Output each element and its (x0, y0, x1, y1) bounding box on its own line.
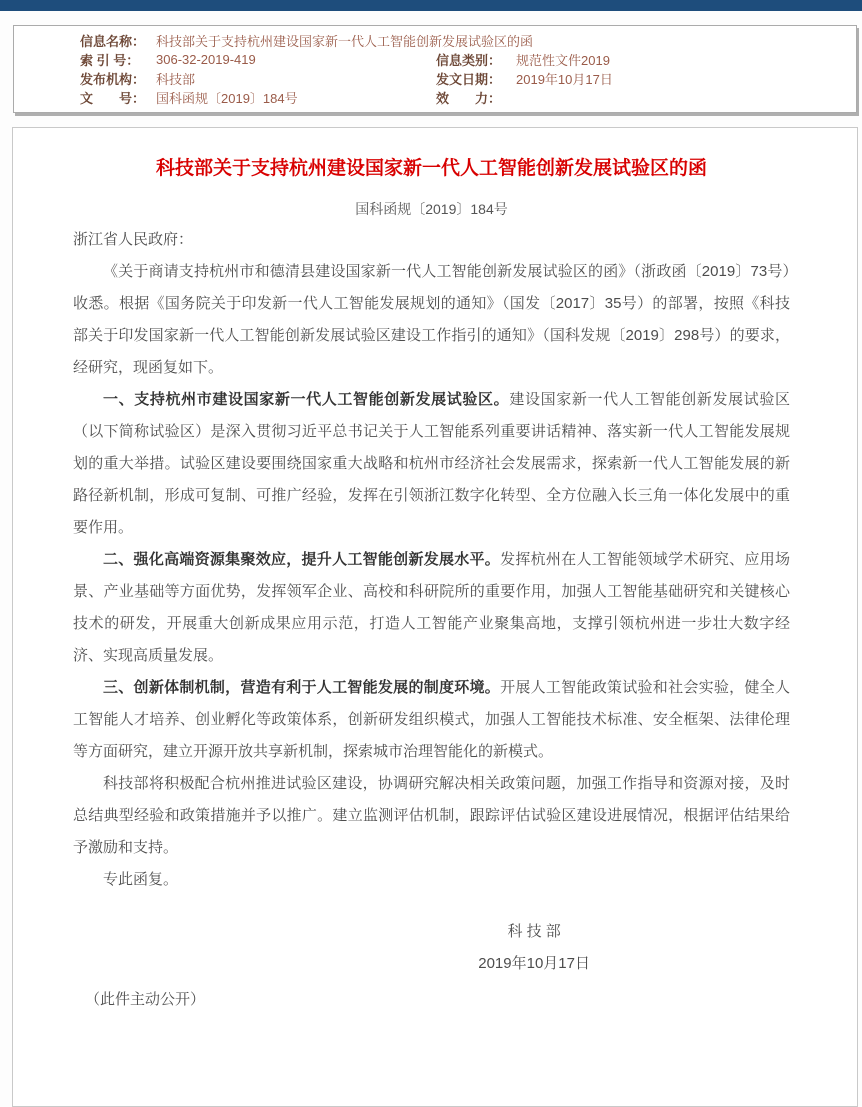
document-number: 国科函规〔2019〕184号 (355, 201, 508, 217)
meta-value-agency: 科技部 (156, 72, 196, 87)
paragraph-text: 《关于商请支持杭州市和德清县建设国家新一代人工智能创新发展试验区的函》（浙政函〔2019〕73号）收悉。根据《国务院关于印发新一代人工智能发展规划的通知》（国发〔2017〕35号）的部署，按照《科技部关于印发国家新一代人工智能创新发展试验区建设工作指引的通知》（国科发规〔2019〕298号）的要求，经研究，现函复如下。 (73, 263, 790, 376)
meta-label-category: 信息类别： (436, 53, 502, 68)
meta-value-name: 科技部关于支持杭州建设国家新一代人工智能创新发展试验区的函 (156, 34, 534, 49)
meta-row-agency (80, 69, 846, 88)
meta-value-effect (516, 88, 846, 107)
document-meta-panel (13, 25, 857, 113)
signature-date: 2019年10月17日 (478, 955, 590, 972)
meta-label-name: 信息名称： (80, 34, 146, 49)
disclosure-footnote: （此件主动公开） (85, 991, 206, 1008)
paragraph-section-1 (73, 384, 790, 544)
paragraph-text: 发挥杭州在人工智能领域学术研究、应用场景、产业基础等方面优势，发挥领军企业、高校和科研院所的重要作用，加强人工智能基础研究和关键核心技术的研发，开展重大创新成果应用示范，打造人工智能产业聚集高地，支撑引领杭州进一步壮大数字经济、实现高质量发展。 (73, 551, 790, 664)
meta-label-issue-date: 发文日期： (436, 72, 502, 87)
paragraph-section-3 (73, 672, 790, 768)
document-body-panel (12, 127, 858, 1107)
document-title: 科技部关于支持杭州建设国家新一代人工智能创新发展试验区的函 (155, 158, 707, 179)
signature-block (478, 916, 590, 980)
paragraph-lead: 三、创新体制机制，营造有利于人工智能发展的制度环境。 (103, 679, 501, 696)
meta-label-docnum: 文 号： (80, 91, 146, 106)
meta-value-issue-date: 2019年10月17日 (516, 72, 613, 87)
salutation: 浙江省人民政府： (73, 231, 194, 248)
paragraph-text: 开展人工智能政策试验和社会实验，健全人工智能人才培养、创业孵化等政策体系，创新研发组织模式，加强人工智能技术标准、安全框架、法律伦理等方面研究，建立开源开放共享新机制，探索城市治理智能化的新模式。 (73, 679, 790, 760)
paragraph-text: 专此函复。 (103, 871, 179, 888)
meta-row-docnum (80, 88, 846, 107)
meta-label-agency: 发布机构： (80, 72, 146, 87)
top-navy-bar (0, 0, 862, 11)
meta-label-effect: 效 力： (436, 91, 502, 106)
meta-row-index (80, 50, 846, 69)
meta-value-index: 306-32-2019-419 (156, 52, 256, 67)
meta-label-index: 索 引 号： (80, 53, 140, 68)
paragraph-text: 建设国家新一代人工智能创新发展试验区（以下简称试验区）是深入贯彻习近平总书记关于人工智能系列重要讲话精神、落实新一代人工智能发展规划的重大举措。试验区建设要围绕国家重大战略和杭州市经济社会发展需求，探索新一代人工智能发展的新路径新机制，形成可复制、可推广经验，发挥在引领浙江数字化转型、全方位融入长三角一体化发展中的重要作用。 (73, 391, 790, 536)
meta-value-category: 规范性文件2019 (516, 53, 610, 68)
signature-agency: 科 技 部 (507, 923, 561, 940)
paragraph-lead: 二、强化高端资源集聚效应，提升人工智能创新发展水平。 (103, 551, 501, 568)
paragraph-lead: 一、支持杭州市建设国家新一代人工智能创新发展试验区。 (103, 391, 510, 408)
document-content (73, 224, 790, 896)
paragraph-intro (73, 256, 790, 384)
paragraph-reply (73, 864, 790, 896)
meta-row-name (80, 31, 846, 50)
paragraph-text: 科技部将积极配合杭州推进试验区建设，协调研究解决相关政策问题，加强工作指导和资源对接，及时总结典型经验和政策措施并予以推广。建立监测评估机制，跟踪评估试验区建设进展情况，根据评估结果给予激励和支持。 (73, 775, 790, 856)
paragraph-section-2 (73, 544, 790, 672)
meta-table (80, 31, 846, 107)
meta-value-docnum: 国科函规〔2019〕184号 (156, 91, 298, 106)
paragraph-closing (73, 768, 790, 864)
